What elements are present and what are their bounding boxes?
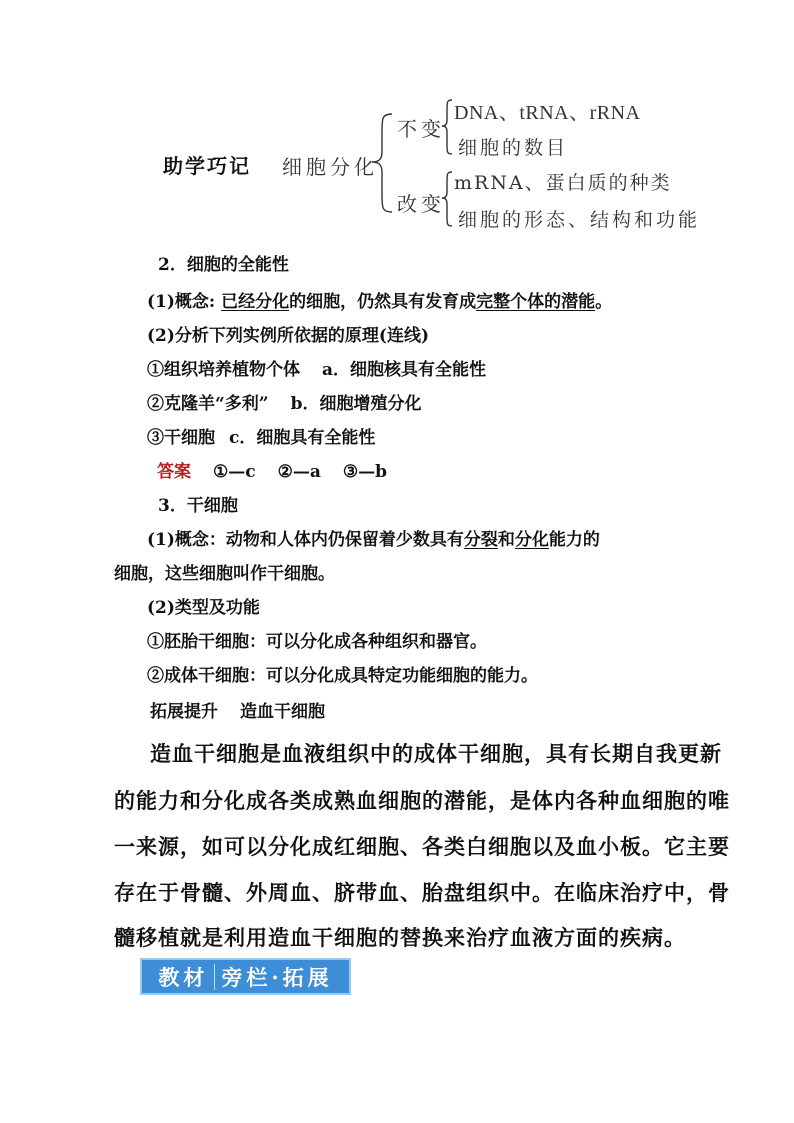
memo-root-label: 细胞分化: [282, 155, 378, 179]
stemcell-and: 和: [497, 530, 515, 550]
paragraph-line-3: 一来源，如可以分化成红细胞、各类白细胞以及血小板。它主要: [114, 835, 730, 859]
match-row-1: [147, 355, 486, 380]
type-embryonic: ①胚胎干细胞：可以分化成各种组织和器官。: [147, 632, 487, 652]
match-row-3: [147, 423, 375, 448]
match-left-1: ①组织培养植物个体: [147, 360, 300, 380]
answer-label: 答案: [157, 462, 191, 482]
stemcell-blank-1: 分裂: [463, 530, 498, 550]
answer-3: ③—b: [342, 462, 387, 482]
answer-1: ①—c: [213, 462, 256, 482]
match-row-2: [147, 389, 421, 414]
match-left-3: ③干细胞: [147, 428, 215, 448]
match-right-3: c．细胞具有全能性: [229, 428, 376, 448]
paragraph-line-5: 髓移植就是利用造血干细胞的替换来治疗血液方面的疾病。: [114, 926, 686, 950]
types-heading: (2)类型及功能: [147, 598, 260, 618]
concept-blank-2: 完整个体的潜能: [476, 292, 596, 312]
changed-item-2: 细胞的形态、结构和功能: [458, 209, 701, 231]
concept-prefix: (1)概念:: [147, 292, 222, 312]
memo-title: 助学巧记: [163, 154, 251, 178]
stemcell-blank-2: 分化: [514, 530, 549, 550]
type-adult: ②成体干细胞：可以分化成具特定功能细胞的能力。: [147, 666, 538, 686]
section2-heading: 2．细胞的全能性: [158, 255, 289, 275]
concept-blank-1: 已经分化: [221, 292, 290, 312]
stemcell-line1-end: 能力的: [548, 530, 600, 550]
concept-end: 。: [595, 292, 613, 312]
paragraph-line-1: 造血干细胞是血液组织中的成体干细胞，具有长期自我更新: [150, 742, 722, 766]
match-right-1: a．细胞核具有全能性: [322, 360, 487, 380]
match-left-2: ②克隆羊“多利”: [147, 394, 269, 414]
section-banner: [140, 958, 351, 995]
banner-divider: [214, 964, 215, 990]
unchanged-item-2: 细胞的数目: [458, 137, 569, 159]
matching-heading: (2)分析下列实例所依据的原理(连线): [147, 326, 430, 346]
banner-part-1: 教材: [158, 964, 209, 990]
answer-2: ②—a: [277, 462, 321, 482]
concept-mid: 的细胞，仍然具有发育成: [289, 292, 477, 312]
totipotency-concept: [147, 287, 612, 312]
stemcell-concept-prefix: (1)概念：动物和人体内仍保留着少数具有: [147, 530, 464, 550]
extension-heading: [150, 697, 325, 722]
memo-branch-unchanged: 不变: [397, 117, 445, 141]
main-brace: [370, 112, 400, 214]
section3-heading: 3．干细胞: [158, 496, 238, 516]
extension-title: 造血干细胞: [240, 702, 325, 722]
banner-part-2: 旁栏·拓展: [221, 964, 333, 990]
changed-item-1: mRNA、蛋白质的种类: [454, 172, 672, 194]
paragraph-line-4: 存在于骨髓、外周血、脐带血、胎盘组织中。在临床治疗中，骨: [114, 881, 730, 905]
unchanged-item-1: DNA、tRNA、rRNA: [454, 102, 641, 124]
paragraph-line-2: 的能力和分化成各类成熟血细胞的潜能，是体内各种血细胞的唯: [114, 789, 730, 813]
stemcell-concept-line2: 细胞，这些细胞叫作干细胞。: [114, 564, 335, 584]
stemcell-concept-line1: [147, 525, 600, 550]
answer-row: [157, 457, 387, 482]
match-right-2: b．细胞增殖分化: [290, 394, 422, 414]
memo-branch-changed: 改变: [397, 192, 445, 216]
extension-label: 拓展提升: [150, 702, 218, 722]
